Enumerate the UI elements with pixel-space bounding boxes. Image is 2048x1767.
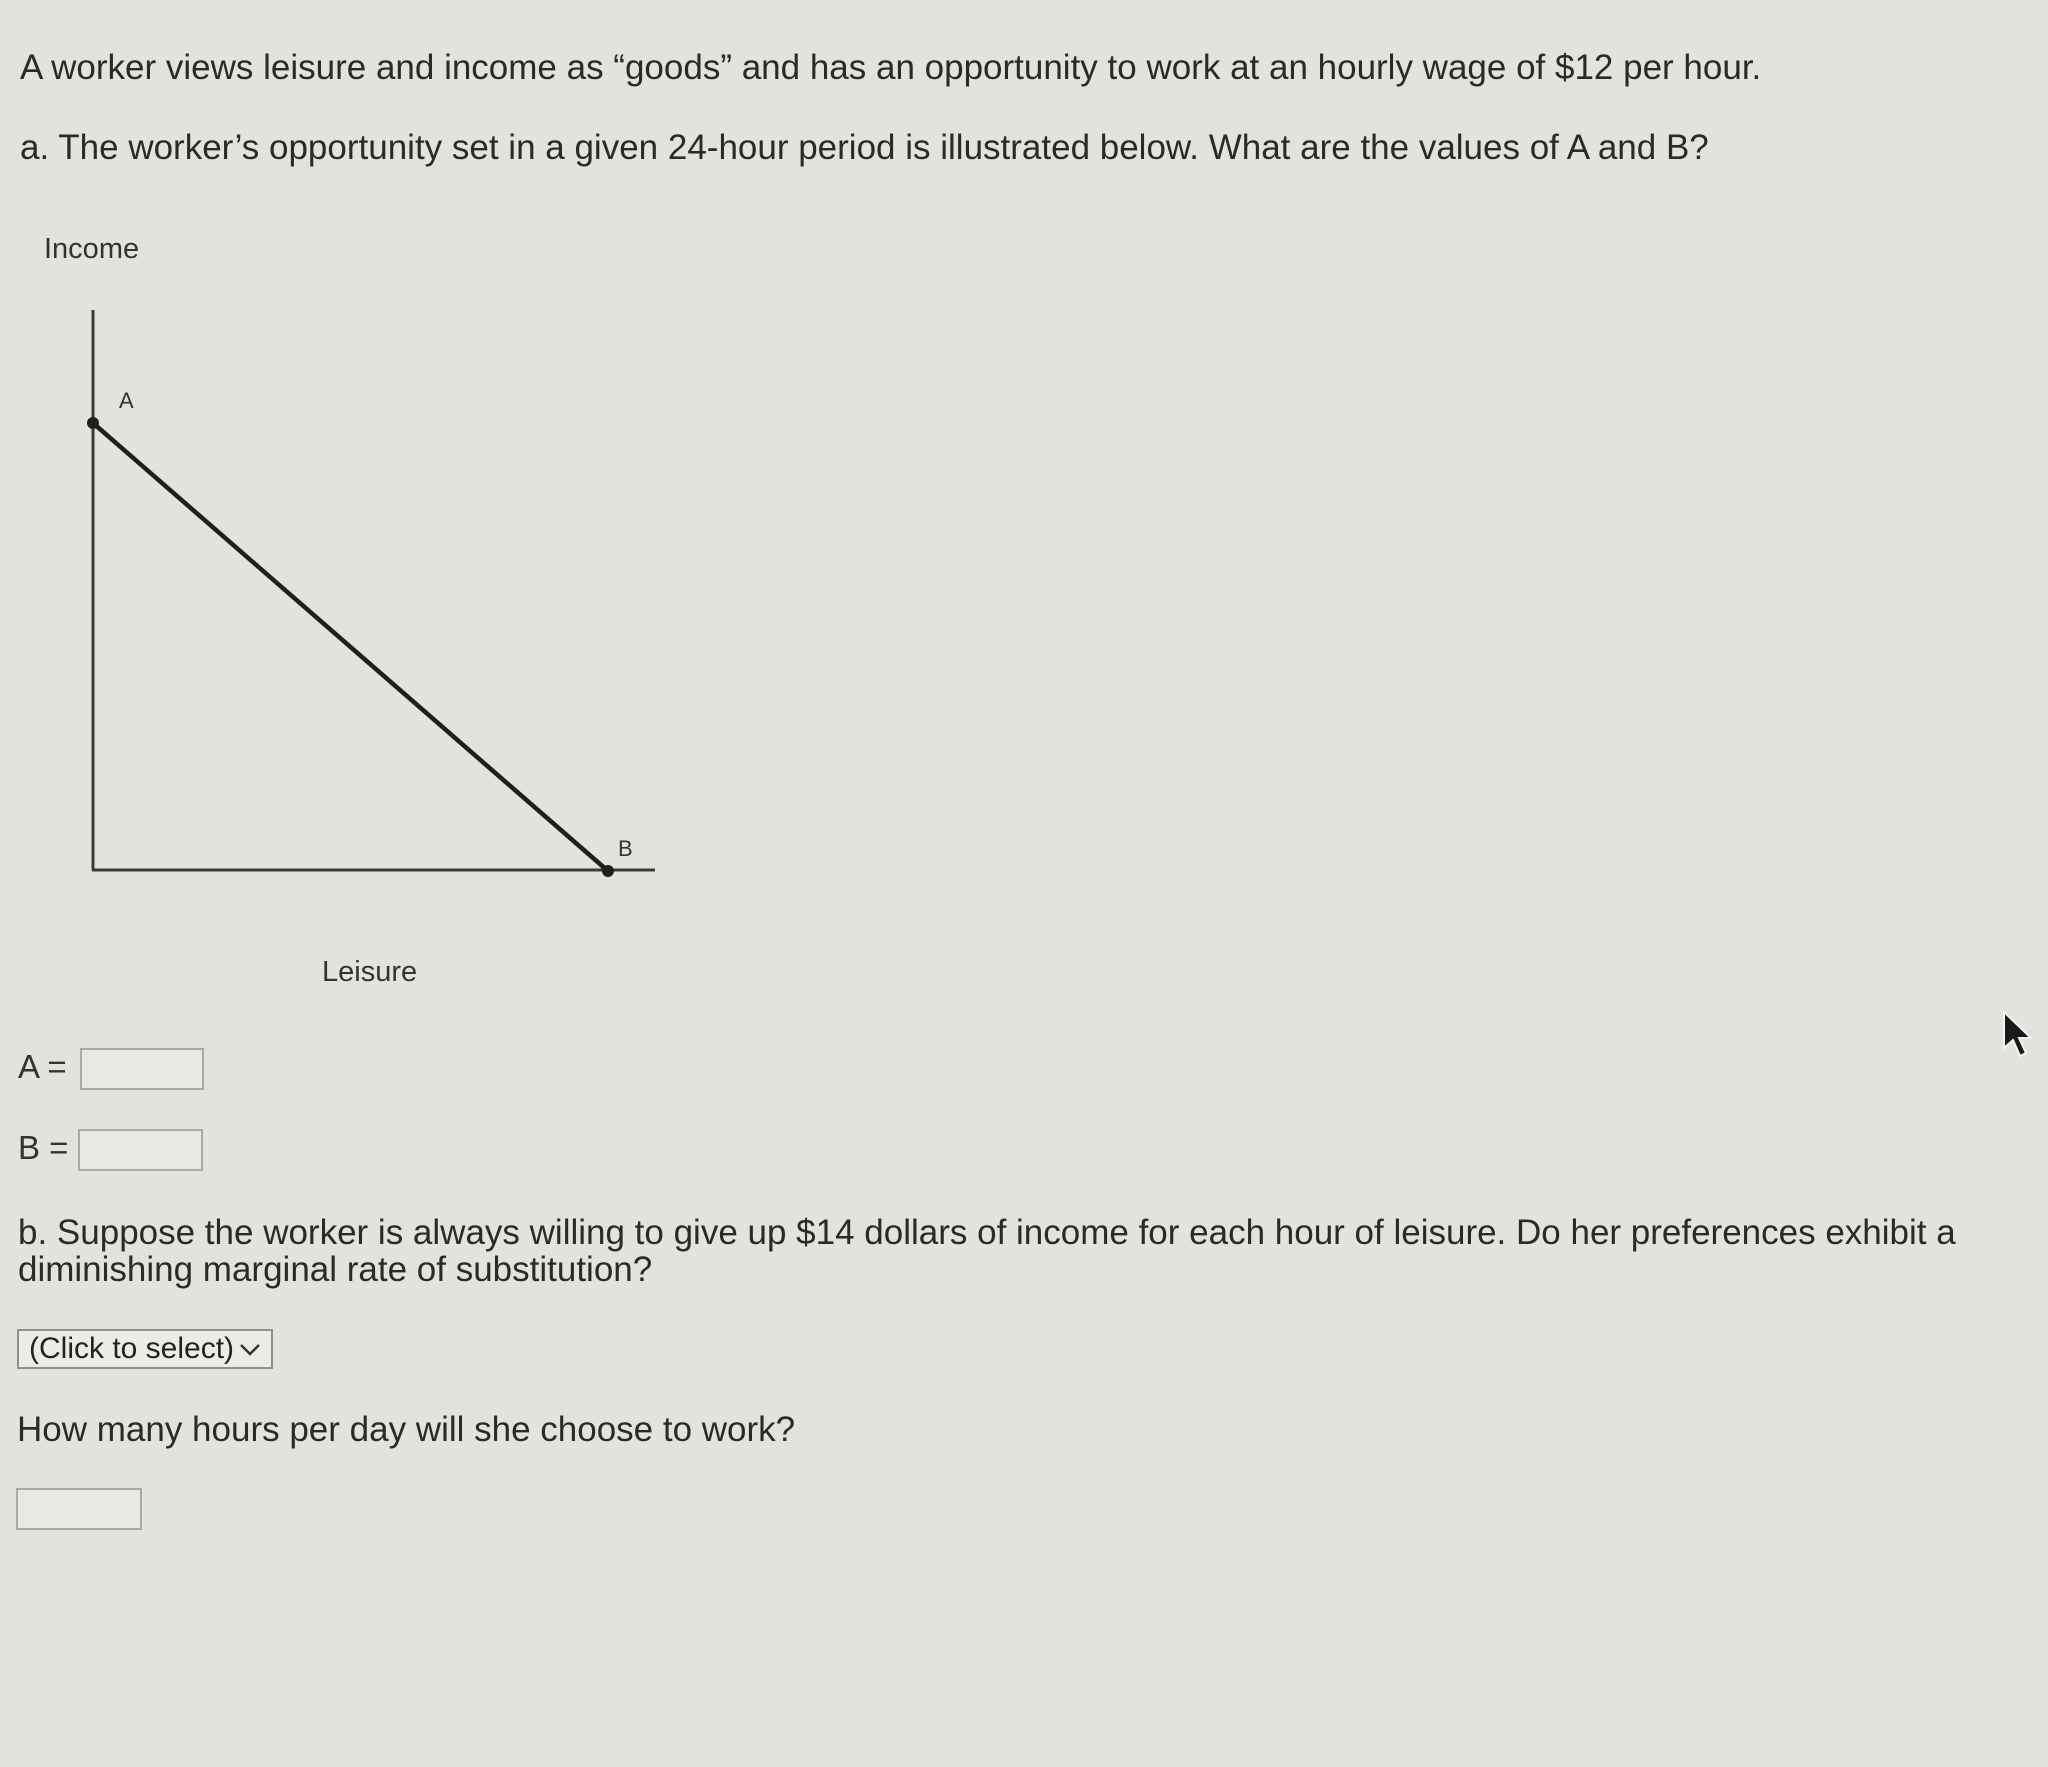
question-intro: A worker views leisure and income as “goods” and has an opportunity to work at an hourly wage of $12 per hour. (20, 48, 1762, 87)
point-b-label: B (618, 836, 633, 861)
mouse-pointer-icon (2000, 1010, 2036, 1065)
a-equals-label: A = (18, 1048, 67, 1085)
budget-line (93, 423, 608, 871)
dropdown-selected-value: (Click to select) (29, 1332, 235, 1365)
hours-answer-input[interactable] (16, 1488, 142, 1530)
question-part-b: b. Suppose the worker is always willing to give up $14 dollars of income for each hour of leisure. Do her preferences exhibit a (18, 1213, 1956, 1252)
point-b-marker (602, 865, 614, 877)
question-part-a: a. The worker’s opportunity set in a given 24-hour period is illustrated below. What are the values of A and B? (20, 128, 1709, 167)
mrs-dropdown[interactable] (17, 1329, 273, 1369)
y-axis-label: Income (44, 233, 140, 265)
point-a-marker (87, 417, 99, 429)
point-a-label: A (119, 388, 134, 413)
chevron-down-icon (237, 1336, 263, 1367)
a-answer-input[interactable] (80, 1048, 204, 1090)
x-axis-label: Leisure (322, 956, 418, 988)
hours-question: How many hours per day will she choose to work? (17, 1410, 796, 1449)
b-answer-input[interactable] (78, 1129, 203, 1171)
b-equals-label: B = (18, 1129, 69, 1166)
question-part-b-continued: diminishing marginal rate of substitution? (18, 1250, 653, 1289)
